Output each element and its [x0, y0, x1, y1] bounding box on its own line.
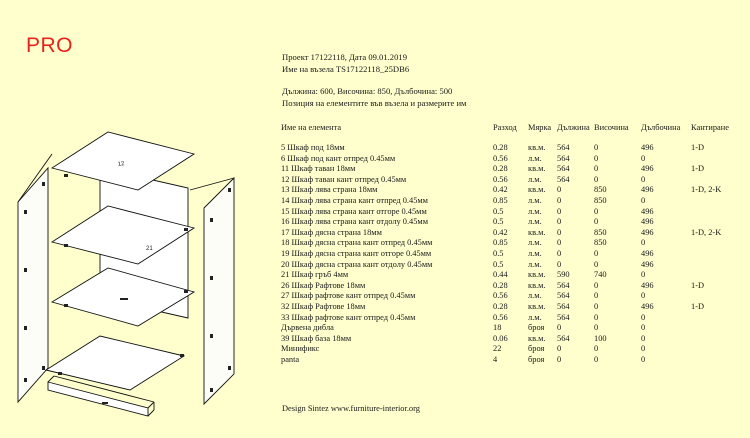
table-row: [281, 302, 739, 313]
col-header-depth: Дълбочина: [641, 123, 681, 132]
table-row: [281, 281, 739, 292]
cell-length: 0: [557, 238, 562, 248]
cell-depth: 496: [641, 217, 654, 227]
cell-height: 0: [594, 323, 599, 333]
col-header-unit: Мярка: [528, 123, 552, 132]
cell-length: 564: [557, 164, 570, 174]
cell-height: 100: [594, 333, 607, 343]
cell-name: 33 Шкаф рафтове кант отпред 0.45мм: [281, 312, 416, 322]
cell-name: 18 Шкаф дясна страна кант отпред 0.45мм: [281, 238, 433, 248]
cell-unit: броя: [528, 344, 545, 354]
cell-unit: л.м.: [528, 248, 542, 258]
cell-length: 0: [557, 354, 562, 364]
table-row: [281, 344, 739, 355]
cell-unit: броя: [528, 323, 545, 333]
cell-unit: кв.м.: [528, 280, 546, 290]
col-header-usage: Разход: [493, 123, 517, 132]
cell-edging: 1-D: [691, 164, 705, 174]
cell-height: 0: [594, 259, 599, 269]
cell-name: Минификс: [281, 344, 320, 354]
cell-edging: [691, 154, 739, 165]
cell-edging: 1-D: [691, 280, 705, 290]
cell-usage: 0.5: [493, 217, 504, 227]
cell-name: 19 Шкаф дясна страна кант отгоре 0.45мм: [281, 248, 432, 258]
cell-usage: 0.42: [493, 227, 508, 237]
table-row: [281, 164, 739, 175]
cell-usage: 0.06: [493, 333, 508, 343]
cell-name: 15 Шкаф лява страна кант отгоре 0.45мм: [281, 206, 427, 216]
cell-usage: 0.28: [493, 143, 508, 152]
cell-name: 11 Шкаф таван 18мм: [281, 164, 356, 174]
cell-height: 0: [594, 344, 599, 354]
cell-height: 850: [594, 185, 607, 195]
cell-usage: 0.85: [493, 238, 508, 248]
cell-height: 0: [594, 354, 599, 364]
cell-length: 564: [557, 333, 570, 343]
cell-name: panta: [281, 354, 300, 364]
cell-height: 0: [594, 248, 599, 258]
cell-unit: кв.м.: [528, 227, 546, 237]
project-info: [282, 51, 466, 109]
cell-height: 0: [594, 301, 599, 311]
drawing-label-top: 12: [117, 161, 125, 168]
cell-name: 13 Шкаф лява страна 18мм: [281, 185, 378, 195]
cell-length: 564: [557, 280, 570, 290]
cell-unit: кв.м.: [528, 301, 546, 311]
cell-unit: л.м.: [528, 259, 542, 269]
cell-name: 6 Шкаф под кант отпред 0.45мм: [281, 153, 396, 163]
table-row: [281, 313, 739, 324]
cell-usage: 0.56: [493, 174, 508, 184]
cell-unit: броя: [528, 354, 545, 364]
project-number-date: Проект 17122118, Дата 09.01.2019: [282, 52, 407, 62]
cell-edging: [691, 291, 739, 302]
parts-table: [281, 121, 739, 365]
cell-depth: 0: [641, 333, 646, 343]
col-header-height: Височина: [594, 123, 629, 132]
cell-length: 564: [557, 291, 570, 301]
cell-depth: 496: [641, 280, 654, 290]
cell-height: 850: [594, 238, 607, 248]
cell-usage: 0.28: [493, 280, 508, 290]
footer-credit: Design Sintez www.furniture-interior.org: [282, 404, 420, 413]
cell-name: 5 Шкаф под 18мм: [281, 143, 345, 152]
table-caption: Позиция на елементите във възела и размерите им: [282, 98, 467, 108]
cell-unit: л.м.: [528, 291, 542, 301]
cell-usage: 22: [493, 344, 502, 354]
cell-edging: [691, 323, 739, 334]
cell-depth: 496: [641, 248, 654, 258]
cell-unit: кв.м.: [528, 185, 546, 195]
cell-depth: 0: [641, 354, 646, 364]
cell-edging: 1-D, 2-K: [691, 185, 722, 195]
right-side-panel: [204, 178, 234, 404]
cell-height: 0: [594, 174, 599, 184]
cell-edging: [691, 334, 739, 345]
cell-depth: 496: [641, 259, 654, 269]
cell-height: 0: [594, 206, 599, 216]
table-row: [281, 270, 739, 281]
cell-height: 0: [594, 280, 599, 290]
cell-height: 0: [594, 217, 599, 227]
cell-name: 20 Шкаф дясна страна кант отдолу 0.45мм: [281, 259, 433, 269]
cell-edging: [691, 238, 739, 249]
table-row: [281, 260, 739, 271]
cell-depth: 0: [641, 238, 646, 248]
table-row: [281, 334, 739, 345]
cabinet-exploded-drawing: [8, 118, 248, 434]
cell-name: 14 Шкаф лява страна кант отпред 0.45мм: [281, 195, 428, 205]
table-row: [281, 207, 739, 218]
cell-length: 0: [557, 227, 562, 237]
cell-height: 0: [594, 153, 599, 163]
table-row: [281, 355, 739, 366]
cell-length: 0: [557, 259, 562, 269]
cell-height: 0: [594, 164, 599, 174]
cell-depth: 0: [641, 323, 646, 333]
cell-usage: 18: [493, 323, 502, 333]
cell-name: 12 Шкаф таван кант отпред 0.45мм: [281, 174, 407, 184]
cell-depth: 0: [641, 291, 646, 301]
cell-length: 564: [557, 312, 570, 322]
cell-depth: 496: [641, 164, 654, 174]
col-header-name: Име на елемента: [281, 123, 342, 132]
table-spacer: [281, 134, 739, 143]
cell-usage: 0.56: [493, 312, 508, 322]
cell-edging: [691, 260, 739, 271]
pro-logo: PRO: [26, 34, 74, 57]
cell-height: 0: [594, 312, 599, 322]
cell-length: 0: [557, 217, 562, 227]
table-row: [281, 291, 739, 302]
cell-usage: 0.44: [493, 270, 508, 280]
cell-depth: 496: [641, 301, 654, 311]
cell-usage: 0.28: [493, 164, 508, 174]
cell-unit: л.м.: [528, 153, 542, 163]
table-header-row: [281, 121, 739, 134]
cell-depth: 0: [641, 195, 646, 205]
table-row: [281, 228, 739, 239]
cell-length: 564: [557, 153, 570, 163]
table-row: [281, 175, 739, 186]
cell-usage: 0.5: [493, 259, 504, 269]
cell-height: 0: [594, 291, 599, 301]
table-row: [281, 185, 739, 196]
cell-length: 0: [557, 344, 562, 354]
cell-depth: 0: [641, 344, 646, 354]
cell-unit: л.м.: [528, 195, 542, 205]
cell-length: 564: [557, 174, 570, 184]
cell-usage: 0.56: [493, 291, 508, 301]
cell-depth: 496: [641, 227, 654, 237]
cell-unit: кв.м.: [528, 333, 546, 343]
cell-unit: кв.м.: [528, 143, 546, 152]
cell-depth: 496: [641, 206, 654, 216]
cell-name: 39 Шкаф база 18мм: [281, 333, 352, 343]
cell-unit: л.м.: [528, 312, 542, 322]
cell-edging: [691, 313, 739, 324]
cell-depth: 496: [641, 185, 654, 195]
cell-depth: 0: [641, 312, 646, 322]
cell-unit: л.м.: [528, 206, 542, 216]
cell-name: Дървена дибла: [281, 323, 334, 333]
cell-edging: [691, 355, 739, 366]
cell-height: 0: [594, 143, 599, 152]
cell-edging: [691, 217, 739, 228]
cell-height: 850: [594, 195, 607, 205]
cell-usage: 0.28: [493, 301, 508, 311]
table-row: [281, 217, 739, 228]
cell-usage: 0.5: [493, 248, 504, 258]
cell-usage: 0.85: [493, 195, 508, 205]
cell-usage: 4: [493, 354, 498, 364]
cell-length: 0: [557, 323, 562, 333]
cell-unit: кв.м.: [528, 270, 546, 280]
cell-edging: 1-D: [691, 143, 705, 152]
table-row: [281, 238, 739, 249]
cell-name: 26 Шкаф Рафтове 18мм: [281, 280, 366, 290]
assembly-dimensions: Дължина: 600, Височина: 850, Дълбочина: 500: [282, 86, 453, 96]
cell-length: 0: [557, 206, 562, 216]
cell-height: 850: [594, 227, 607, 237]
cell-depth: 0: [641, 270, 646, 280]
cell-edging: [691, 196, 739, 207]
cell-usage: 0.5: [493, 206, 504, 216]
cell-length: 564: [557, 143, 570, 152]
table-row: [281, 196, 739, 207]
cell-length: 564: [557, 301, 570, 311]
col-header-edging: Кантиране: [691, 123, 729, 132]
bottom-panel: [46, 336, 184, 390]
cell-length: 0: [557, 248, 562, 258]
table-row: [281, 154, 739, 165]
cell-unit: л.м.: [528, 217, 542, 227]
cell-unit: л.м.: [528, 238, 542, 248]
table-row: [281, 143, 739, 154]
cell-usage: 0.56: [493, 153, 508, 163]
cell-edging: [691, 207, 739, 218]
cell-name: 17 Шкаф дясна страна 18мм: [281, 227, 382, 237]
cell-edging: 1-D: [691, 301, 705, 311]
cell-name: 32 Шкаф Рафтове 18мм: [281, 301, 366, 311]
cell-length: 0: [557, 185, 562, 195]
cell-length: 590: [557, 270, 570, 280]
cell-edging: [691, 344, 739, 355]
cell-edging: 1-D, 2-K: [691, 227, 722, 237]
cell-unit: л.м.: [528, 174, 542, 184]
cell-edging: [691, 249, 739, 260]
cell-edging: [691, 270, 739, 281]
cell-unit: кв.м.: [528, 164, 546, 174]
table-row: [281, 323, 739, 334]
cell-length: 0: [557, 195, 562, 205]
cell-name: 16 Шкаф лява страна кант отдолу 0.45мм: [281, 217, 429, 227]
cell-name: 27 Шкаф рафтове кант отпред 0.45мм: [281, 291, 416, 301]
cell-edging: [691, 175, 739, 186]
cell-height: 740: [594, 270, 607, 280]
cell-usage: 0.42: [493, 185, 508, 195]
cell-depth: 0: [641, 153, 646, 163]
cell-depth: 496: [641, 143, 654, 152]
drawing-label-back: 21: [146, 246, 153, 252]
col-header-length: Дължина: [557, 123, 590, 132]
table-row: [281, 249, 739, 260]
cell-name: 21 Шкаф гръб 4мм: [281, 270, 349, 280]
assembly-name: Име на възела TS17122118_25DB6: [282, 64, 410, 74]
cell-depth: 0: [641, 174, 646, 184]
